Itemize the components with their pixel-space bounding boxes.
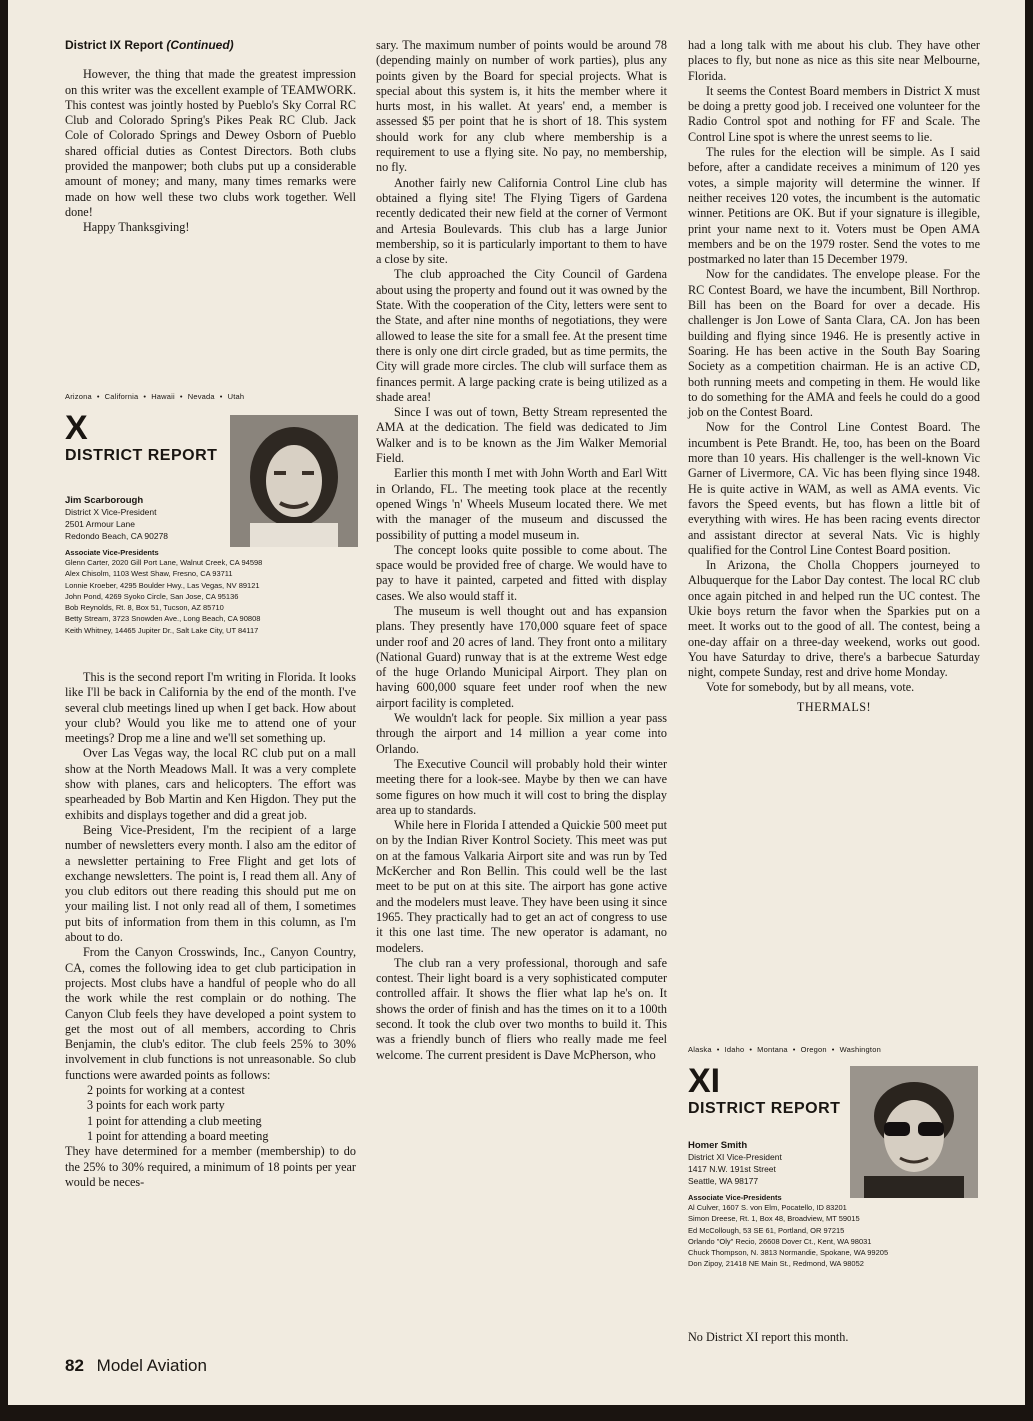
- paragraph: The museum is well thought out and has expansion plans. They presently have 170,000 square feet of space under roof and 20 acres of land. They front onto a military (National Guard) runway that is at the extreme West edge of the huge Orlando Municipal Airport. They plan on having 600,000 square feet under roof when the new airport facility is completed.: [376, 603, 667, 710]
- paragraph: Vote for somebody, but by all means, vote.: [706, 680, 915, 695]
- portrait-illustration: [850, 1066, 978, 1198]
- paragraph: Now for the candidates. The envelope please. For the RC Contest Board, we have the incumbent, Bill Northrop. Bill has been on the Board for over a decade. His challenger is Jon Lowe of Santa Clara, CA. Jon has been building and flying since 1946. He is presently active in Soaring. He has been active in the South Bay Soaring Society as a competition chairman. He is an active CD, both running meets and competing in them. He would like to do something for the AMA and feels he could do a good job on the Contest Board.: [688, 267, 980, 420]
- state-name: Oregon: [800, 1045, 827, 1054]
- vp-portrait-photo: [230, 415, 358, 547]
- list-item: 1 point for attending a club meeting: [87, 1113, 262, 1128]
- state-name: Nevada: [187, 392, 215, 401]
- state-name: Utah: [227, 392, 245, 401]
- vp-title: District XI Vice-President: [688, 1152, 782, 1162]
- assoc-line: Bob Reynolds, Rt. 8, Box 51, Tucson, AZ 85710: [65, 603, 224, 613]
- state-name: Montana: [757, 1045, 788, 1054]
- assoc-heading: Associate Vice-Presidents: [688, 1193, 782, 1202]
- list-item: 3 points for each work party: [87, 1098, 225, 1113]
- state-name: California: [104, 392, 139, 401]
- page-footer: [65, 1356, 207, 1376]
- assoc-line: Alex Chisolm, 1103 West Shaw, Fresno, CA 93711: [65, 569, 233, 579]
- paragraph: This is the second report I'm writing in Florida. It looks like I'll be back in California by the end of the month. I've several club meetings lined up when I get back. How about your club? Would you like me to attend one of your meetings? Drop me a line and we'll set something up.: [65, 670, 356, 746]
- paragraph: It seems the Contest Board members in District X must be doing a pretty good job. I received one volunteer for the Radio Control spot and nothing for FF and Scale. The Control Line spot is where the unrest seems to lie.: [688, 83, 980, 144]
- paragraph: The club approached the City Council of Gardena about using the property and found out it was owned by the State. With the cooperation of the City, letters were sent to the State, and after nine months of negotiations, they were allowed to lease the site for a small fee. At the present time there is only one dirt circle graded, but as time permits, the City will grade more circles. The club will surface them as finances permit. A large packing crate is being utilized as a shade area!: [376, 267, 667, 404]
- vp-city: Redondo Beach, CA 90278: [65, 531, 169, 541]
- paragraph: From the Canyon Crosswinds, Inc., Canyon Country, CA, comes the following idea to get club participation in projects. Most clubs have a handful of people who do all the work while the rest complain or do nothing. The Canyon Club feels they have developed a point system to get the most out of all members, according to Chris Benjamin, the club's editor. The club feels 25% to 30% involvement in club functions is not unreasonable. So club functions were awarded points as follows:: [65, 945, 356, 1082]
- list-item: 1 point for attending a board meeting: [87, 1128, 269, 1143]
- district-title: DISTRICT REPORT: [65, 447, 218, 464]
- assoc-line: Betty Stream, 3723 Snowden Ave., Long Beach, CA 90808: [65, 614, 261, 624]
- assoc-line: Glenn Carter, 2020 Gill Port Lane, Walnut Creek, CA 94598: [65, 558, 263, 567]
- district-title: DISTRICT REPORT: [688, 1100, 841, 1117]
- paragraph: Being Vice-President, I'm the recipient of a large number of newsletters every month. I also am the editor of a newsletter pertaining to Free Flight and get lots of exchange newsletters. The point is, I read them all. Any of you club editors out there reading this should put me on your mailing list. I not only read all of them, I sometimes put bits of information from them in this column, as I'm about to do.: [65, 822, 356, 945]
- column-1-top: [65, 38, 356, 236]
- paragraph: The Executive Council will probably hold their winter meeting there for a look-see. Maybe by then we can have some figures on how much it will cost to bring the display area up to standards.: [376, 756, 667, 817]
- signoff: THERMALS!: [796, 699, 872, 714]
- vp-name: Homer Smith: [688, 1140, 748, 1151]
- paragraph: In Arizona, the Cholla Choppers journeyed to Albuquerque for the Labor Day contest. The local RC club once again pitched in and helped run the UC contest. The Ukie boys return the favor when the Sparkies put on a meet. It works out to the good of all. The contest, being a one-day affair on a three-day weekend, works out good. You have Saturday to drive, there's a barbecue Saturday night, compete Sunday, rest and drive home Monday.: [688, 558, 980, 680]
- paragraph: sary. The maximum number of points would be around 78 (depending mainly on number of work parties), plus any points given by the Board for special projects. What is special about this system is, it hits the member where it hurts most, in his wallet. At years' end, a member is assessed $5 per point that he is short of 18. This system should work for any club where membership is a requirement to use a flying site. No pay, no membership, no fly.: [376, 38, 667, 175]
- paragraph: The concept looks quite possible to come about. The space would be provided free of charge. We would have to pay to have it painted, carpeted and fitted with display cases. We also would staff it.: [376, 542, 667, 603]
- district-number: X: [65, 409, 88, 447]
- assoc-line: Ed McCollough, 53 SE 61, Portland, OR 97215: [688, 1225, 845, 1235]
- vp-street: 2501 Armour Lane: [65, 519, 135, 529]
- paragraph: Since I was out of town, Betty Stream represented the AMA at the dedication. The field was dedicated to Jim Walker and is to be known as the Jim Walker Memorial Field.: [376, 405, 667, 466]
- paragraph: Over Las Vegas way, the local RC club put on a mall show at the North Meadows Mall. It was a very complete show with planes, cars and helicopters. The effort was spearheaded by Bob Martin and Ken Higdon. They put the exhibits and displays together and did a great job.: [65, 746, 356, 822]
- continued-header-label: District IX Report: [65, 38, 164, 52]
- district-xi-states: Alaska • Idaho • Montana • Oregon • Washington: [688, 1045, 881, 1054]
- district-x-states: Arizona • California • Hawaii • Nevada • Utah: [65, 392, 245, 401]
- continued-header: [65, 38, 356, 53]
- paragraph: The club ran a very professional, thorough and safe contest. Their light board is a very sophisticated computer controlled affair. It shows the flier what lap he's on. It shows the order of finish and has the times on it to a 100th second. It took the club over two months to build it. This was a friendly bunch of fliers who really made me feel welcome. The current president is Dave McPherson, who: [376, 955, 667, 1062]
- column-2: [376, 38, 667, 1063]
- portrait-illustration: [230, 415, 358, 547]
- magazine-name: Model Aviation: [96, 1356, 207, 1375]
- page-number: 82: [65, 1356, 84, 1375]
- vp-portrait-photo: [850, 1066, 978, 1198]
- state-name: Alaska: [688, 1045, 712, 1054]
- paragraph: Earlier this month I met with John Worth and Earl Witt in Orlando, FL. The meeting took place at the recently opened Wings 'n' Wheels Museum located there. We met with the manager of the museum and discussed the possibility of putting a model museum in.: [376, 466, 667, 542]
- magazine-page: [8, 0, 1025, 1405]
- paragraph: Another fairly new California Control Line club has obtained a flying site! The Flying Tigers of Gardena recently dedicated their new field at the corner of Vermont and Artesia Boulevards. This club has a large Junior membership, so it is particularly important to them to have a close by site.: [376, 175, 667, 267]
- paragraph: Now for the Control Line Contest Board. The incumbent is Pete Brandt. He, too, has been on the Board more than 10 years. His challenger is the well-known Vic Garner of Livermore, CA. Vic has been flying since 1948. He is quite active in WAM, as well as AMA events. Vic favors the Speed events, but has flown a little bit of everything with wires. He has been racing events director and assistant director at several Nats. Vic is highly qualified for the Control Line Contest Board position.: [688, 420, 980, 557]
- assoc-line: Simon Dreese, Rt. 1, Box 48, Broadview, MT 59015: [688, 1214, 860, 1224]
- no-report-notice: No District XI report this month.: [688, 1330, 849, 1344]
- paragraph: However, the thing that made the greatest impression on this writer was the excellent example of TEAMWORK. This contest was jointly hosted by Pueblo's Sky Corral RC Club and Colorado Spring's Pikes Peak RC Club. Jack Cole of Colorado Springs and Dewey Osborn of Pueblo shared official duties as Contest Directors. Both clubs provided the manpower; both clubs put up a considerable amount of money; and many, many times remarks were made on how well these two clubs work together. Well done!: [65, 67, 356, 219]
- assoc-line: Lonnie Kroeber, 4295 Boulder Hwy., Las Vegas, NV 89121: [65, 580, 260, 590]
- column-1-bottom: [65, 670, 356, 1190]
- list-item: 2 points for working at a contest: [87, 1083, 245, 1098]
- paragraph: The rules for the election will be simple. As I said before, after a candidate receives a minimum of 120 yes votes, a simple majority will determine the winner. If neither receives 120 votes, the incumbent is the automatic winner. Petitions are OK. But if your signature is illegible, print your name next to it. Voters must be Open AMA members and be on the 1979 roster. Send the votes to me postmarked no later than 15 December 1979.: [688, 145, 980, 267]
- paragraph: While here in Florida I attended a Quickie 500 meet put on by the Indian River Kontrol Society. This meet was put on at the famous Valkaria Airport site and was run by Ted McKercher and Ron Bellin. This could well be the last meet to be put on at this site. The airport has gone active and the modelers must leave. They have been using it since 1965. They practically had to get an act of congress to use it this one last time. The new operator is adamant, no modelers.: [376, 818, 667, 955]
- vp-street: 1417 N.W. 191st Street: [688, 1164, 776, 1174]
- paragraph: They have determined for a member (membership) to do the 25% to 30% required, a minimum of 18 points per year would be neces-: [65, 1144, 356, 1189]
- state-name: Idaho: [724, 1045, 745, 1054]
- vp-title: District X Vice-President: [65, 507, 157, 517]
- vp-city: Seattle, WA 98177: [688, 1176, 759, 1186]
- column-3: [688, 38, 980, 715]
- state-name: Hawaii: [151, 392, 175, 401]
- paragraph: We wouldn't lack for people. Six million a year pass through the airport and 14 million a year come into Orlando.: [376, 711, 667, 756]
- vp-name: Jim Scarborough: [65, 495, 144, 506]
- assoc-line: Don Zipoy, 21418 NE Main St., Redmond, WA 98052: [688, 1259, 864, 1269]
- assoc-line: Chuck Thompson, N. 3813 Normandie, Spokane, WA 99205: [688, 1248, 889, 1258]
- assoc-line: Orlando "Oly" Recio, 26608 Dover Ct., Kent, WA 98031: [688, 1236, 872, 1246]
- assoc-line: Keith Whitney, 14465 Jupiter Dr., Salt Lake City, UT 84117: [65, 625, 259, 635]
- district-number: XI: [688, 1062, 721, 1100]
- assoc-line: John Pond, 4269 Syoko Circle, San Jose, CA 95136: [65, 591, 239, 601]
- assoc-line: Al Culver, 1607 S. von Elm, Pocatello, ID 83201: [688, 1203, 847, 1212]
- assoc-heading: Associate Vice-Presidents: [65, 548, 159, 557]
- state-name: Arizona: [65, 392, 92, 401]
- paragraph: Happy Thanksgiving!: [83, 220, 190, 235]
- paragraph: had a long talk with me about his club. They have other places to fly, but none as nice as this site near Melbourne, Florida.: [688, 38, 980, 83]
- continued-label: (Continued): [166, 38, 234, 52]
- state-name: Washington: [839, 1045, 881, 1054]
